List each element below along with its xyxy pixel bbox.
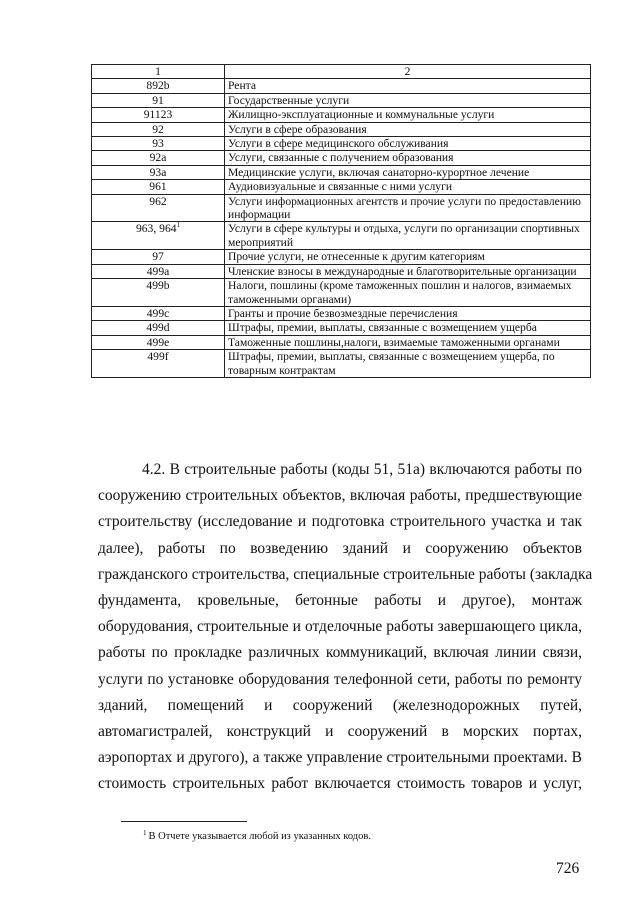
paragraph-line: сооружению строительных объектов, включая работы, предшествующие [98,487,582,505]
row-code: 97 [152,250,164,264]
row-description: Налоги, пошлины (кроме таможенных пошлин и налогов, взимаемых таможенными органами) [225,279,591,307]
column-header-description: 2 [225,65,591,79]
row-code-cell [92,108,225,122]
table-row [92,108,591,122]
table-row [92,335,591,349]
row-code-cell [92,137,225,151]
table-row [92,165,591,179]
row-code-cell [92,122,225,136]
paragraph-line: оборудования, строительные и отделочные работы завершающего цикла, [98,618,582,636]
row-code-cell [92,180,225,194]
row-code-cell [92,250,225,264]
paragraph-line: стоимость строительных работ включается стоимость товаров и услуг, [98,775,582,793]
row-code: 93 [152,137,164,151]
row-code-cell [92,151,225,165]
row-code: 892b [146,79,170,93]
row-code-cell [92,264,225,278]
row-description: Услуги в сфере образования [225,122,591,136]
row-code: 93a [149,165,167,179]
table-row [92,79,591,93]
row-code: 962 [149,194,167,208]
table-row [92,306,591,320]
table-header-row [92,65,591,79]
row-description: Государственные услуги [225,93,591,107]
table-row [92,222,591,250]
table-row [92,151,591,165]
row-description: Услуги, связанные с получением образования [225,151,591,165]
table-row [92,264,591,278]
page-number: 726 [556,860,580,877]
paragraph-line: зданий, помещений и сооружений (железнодорожных путей, [98,696,582,714]
table-row [92,137,591,151]
paragraph-line: услуги по установке оборудования телефонной сети, работы по ремонту [98,670,582,688]
footnote-marker: 1 [143,829,147,837]
footnote-separator [121,821,247,822]
paragraph-line: автомагистралей, конструкций и сооружений в морских портах, [98,723,582,741]
table-row [92,350,591,378]
row-description: Членские взносы в международные и благотворительные организации [225,264,591,278]
row-description: Гранты и прочие безвозмездные перечисления [225,306,591,320]
row-code: 92a [149,151,167,165]
row-description: Рента [225,79,591,93]
row-description: Жилищно-эксплуатационные и коммунальные услуги [225,108,591,122]
row-code-cell [92,335,225,349]
table-row [92,321,591,335]
table-row [92,93,591,107]
table-row [92,194,591,222]
row-code-cell [92,222,225,250]
table-row [92,279,591,307]
row-code-cell [92,306,225,320]
row-code-cell [92,93,225,107]
table-row [92,180,591,194]
paragraph-line: 4.2. В строительные работы (коды 51, 51a) включаются работы по [142,461,582,478]
table-row [92,250,591,264]
row-description: Штрафы, премии, выплаты, связанные с возмещением ущерба, по товарным контрактам [225,350,591,378]
body-paragraph [98,457,593,798]
row-code-cell [92,194,225,222]
paragraph-line: строительству (исследование и подготовка строительного участка и так [98,513,582,531]
row-description: Аудиовизуальные и связанные с ними услуги [225,180,591,194]
row-code: 499e [146,335,170,349]
row-description: Услуги в сфере культуры и отдыха, услуги по организации спортивных мероприятий [225,222,591,250]
paragraph-line: работы по прокладке различных коммуникаций, включая линии связи, [98,644,582,662]
footnote [143,831,371,842]
paragraph-line: фундамента, кровельные, бетонные работы и другое), монтаж [98,592,582,610]
paragraph-line: далее), работы по возведению зданий и сооружению объектов [98,539,582,557]
row-code: 499f [147,350,169,364]
row-code-cell [92,321,225,335]
row-code: 963, 964 [135,222,177,236]
row-code: 499b [146,279,170,293]
footnote-reference: 1 [176,221,181,230]
row-description: Услуги в сфере медицинского обслуживания [225,137,591,151]
row-code: 91 [152,93,164,107]
table-body [92,79,591,378]
paragraph-line: гражданского строительства, специальные строительные работы (закладка [98,565,593,583]
row-code-cell [92,279,225,307]
row-description: Услуги информационных агентств и прочие услуги по предоставлению информации [225,194,591,222]
row-code: 499c [146,306,170,320]
row-code-cell [92,350,225,378]
table-row [92,122,591,136]
services-code-table [91,64,591,378]
row-code: 961 [149,180,167,194]
column-header-code: 1 [92,65,225,79]
row-description: Штрафы, премии, выплаты, связанные с возмещением ущерба [225,321,591,335]
paragraph-line: аэропортах и другого), а также управление строительными проектами. В [98,749,582,767]
row-code-cell [92,79,225,93]
row-description: Таможенные пошлины,налоги, взимаемые таможенными органами [225,335,591,349]
row-code: 499d [146,321,170,335]
footnote-text: В Отчете указывается любой из указанных кодов. [148,831,371,842]
row-code: 92 [152,122,164,136]
row-code: 499a [146,264,170,278]
row-code: 91123 [143,108,173,122]
row-description: Медицинские услуги, включая санаторно-курортное лечение [225,165,591,179]
row-code-cell [92,165,225,179]
row-description: Прочие услуги, не отнесенные к другим категориям [225,250,591,264]
